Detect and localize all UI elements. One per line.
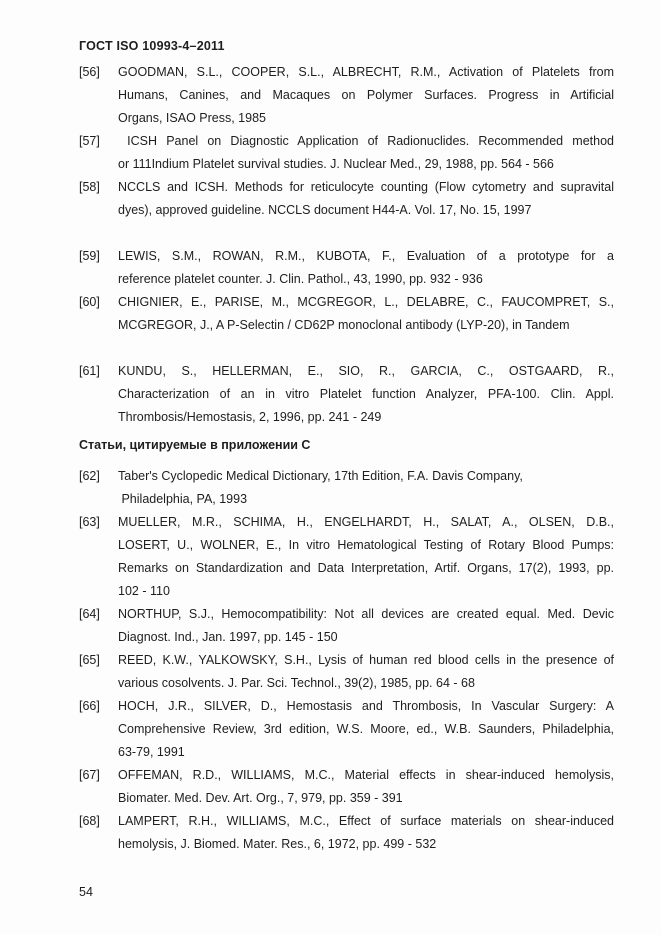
reference-number: [62] [79, 469, 100, 483]
reference-number: [67] [79, 768, 100, 782]
reference-line: 102 - 110 [118, 584, 170, 598]
reference-line: Humans, Canines, and Macaques on Polymer Surfaces. Progress in Artificial [118, 88, 614, 102]
reference-line: Taber's Cyclopedic Medical Dictionary, 17th Edition, F.A. Davis Company, [118, 469, 523, 483]
reference-line: Thrombosis/Hemostasis, 2, 1996, pp. 241 - 249 [118, 410, 382, 424]
reference-line: LAMPERT, R.H., WILLIAMS, M.C., Effect of surface materials on shear-induced [118, 814, 614, 828]
reference-number: [56] [79, 65, 100, 79]
reference-line: Diagnost. Ind., Jan. 1997, pp. 145 - 150 [118, 630, 338, 644]
reference-line: Characterization of an in vitro Platelet function Analyzer, PFA-100. Clin. Appl. [118, 387, 614, 401]
page-number: 54 [79, 885, 93, 899]
reference-line: CHIGNIER, E., PARISE, M., MCGREGOR, L., DELABRE, C., FAUCOMPRET, S., [118, 295, 614, 309]
reference-line: Biomater. Med. Dev. Art. Org., 7, 979, pp. 359 - 391 [118, 791, 403, 805]
reference-number: [65] [79, 653, 100, 667]
document-header: ГОСТ ISO 10993-4–2011 [79, 39, 225, 53]
reference-line: reference platelet counter. J. Clin. Pathol., 43, 1990, pp. 932 - 936 [118, 272, 483, 286]
reference-line: Comprehensive Review, 3rd edition, W.S. Moore, ed., W.B. Saunders, Philadelphia, [118, 722, 614, 736]
reference-line: KUNDU, S., HELLERMAN, E., SIO, R., GARCIA, C., OSTGAARD, R., [118, 364, 614, 378]
reference-number: [57] [79, 134, 100, 148]
reference-line: LEWIS, S.M., ROWAN, R.M., KUBOTA, F., Evaluation of a prototype for a [118, 249, 614, 263]
reference-number: [63] [79, 515, 100, 529]
reference-line: HOCH, J.R., SILVER, D., Hemostasis and Thrombosis, In Vascular Surgery: A [118, 699, 614, 713]
reference-line: REED, K.W., YALKOWSKY, S.H., Lysis of human red blood cells in the presence of [118, 653, 614, 667]
reference-line: hemolysis, J. Biomed. Mater. Res., 6, 1972, pp. 499 - 532 [118, 837, 437, 851]
reference-line: 63-79, 1991 [118, 745, 185, 759]
reference-line: OFFEMAN, R.D., WILLIAMS, M.C., Material effects in shear-induced hemolysis, [118, 768, 614, 782]
reference-line: Organs, ISAO Press, 1985 [118, 111, 266, 125]
reference-line: dyes), approved guideline. NCCLS document H44-A. Vol. 17, No. 15, 1997 [118, 203, 532, 217]
reference-line: LOSERT, U., WOLNER, E., In vitro Hematological Testing of Rotary Blood Pumps: [118, 538, 614, 552]
reference-number: [60] [79, 295, 100, 309]
reference-line: ICSH Panel on Diagnostic Application of Radionuclides. Recommended method [118, 134, 614, 148]
reference-line: MCGREGOR, J., A P-Selectin / CD62P monoclonal antibody (LYP-20), in Tandem [118, 318, 570, 332]
reference-number: [58] [79, 180, 100, 194]
reference-number: [66] [79, 699, 100, 713]
reference-number: [68] [79, 814, 100, 828]
reference-line: various cosolvents. J. Par. Sci. Technol., 39(2), 1985, pp. 64 - 68 [118, 676, 475, 690]
reference-line: NCCLS and ICSH. Methods for reticulocyte counting (Flow cytometry and supravital [118, 180, 614, 194]
reference-number: [61] [79, 364, 100, 378]
reference-line: Remarks on Standardization and Data Interpretation, Artif. Organs, 17(2), 1993, pp. [118, 561, 614, 575]
reference-line: Philadelphia, PA, 1993 [118, 492, 248, 506]
section-title: Статьи, цитируемые в приложении С [79, 438, 311, 452]
reference-line: MUELLER, M.R., SCHIMA, H., ENGELHARDT, H., SALAT, A., OLSEN, D.B., [118, 515, 614, 529]
reference-number: [64] [79, 607, 100, 621]
reference-line: GOODMAN, S.L., COOPER, S.L., ALBRECHT, R.M., Activation of Platelets from [118, 65, 614, 79]
reference-line: NORTHUP, S.J., Hemocompatibility: Not all devices are created equal. Med. Devic [118, 607, 614, 621]
reference-line: or 111Indium Platelet survival studies. J. Nuclear Med., 29, 1988, pp. 564 - 566 [118, 157, 554, 171]
reference-number: [59] [79, 249, 100, 263]
